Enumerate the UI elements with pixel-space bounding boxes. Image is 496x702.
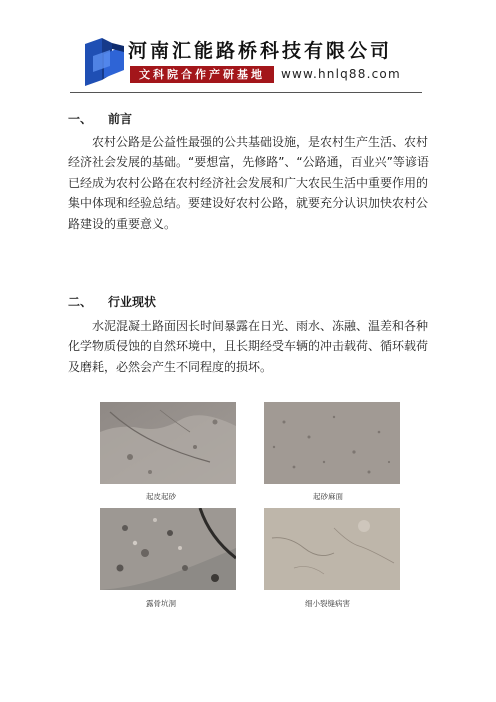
- section-title: 前言: [108, 112, 133, 126]
- photo-sanding-pitting: [264, 402, 400, 484]
- section-number: 二、: [68, 295, 93, 309]
- company-logo-icon: [80, 36, 130, 88]
- photo-peeling-sanding: [100, 402, 236, 484]
- photo-caption: 起砂麻面: [313, 492, 343, 501]
- section-heading-industry-status: [68, 293, 156, 310]
- photo-caption: 露骨坑洞: [146, 599, 176, 608]
- header-divider: [70, 92, 422, 93]
- photo-caption: 细小裂缝病害: [305, 599, 350, 608]
- section-title: 行业现状: [108, 295, 157, 309]
- section-number: 一、: [68, 112, 93, 126]
- company-name: 河南汇能路桥科技有限公司: [128, 40, 393, 62]
- photo-fine-cracks: [264, 508, 400, 590]
- photo-exposed-aggregate-potholes: [100, 508, 236, 590]
- section-body-preface: 农村公路是公益性最强的公共基础设施，是农村生产生活、农村经济社会发展的基础。“要想富，先修路”、“公路通，百业兴”等谚语已经成为农村公路在农村经济社会发展和广大农民生活中重要作用的集中体现和经验总结。要建设好农村公路，就要充分认识加快农村公路建设的重要意义。: [68, 135, 429, 231]
- section-heading-preface: [68, 110, 132, 127]
- website-url[interactable]: www.hnlq88.com: [281, 67, 401, 81]
- section-body-industry-status: 水泥混凝土路面因长时间暴露在日光、雨水、冻融、温差和各种化学物质侵蚀的自然环境中，且长期经受车辆的冲击载荷、循环载荷及磨耗，必然会产生不同程度的损坏。: [68, 319, 429, 374]
- slogan-banner: 文科院合作产研基地: [130, 66, 274, 83]
- photo-caption: 起皮起砂: [146, 492, 176, 501]
